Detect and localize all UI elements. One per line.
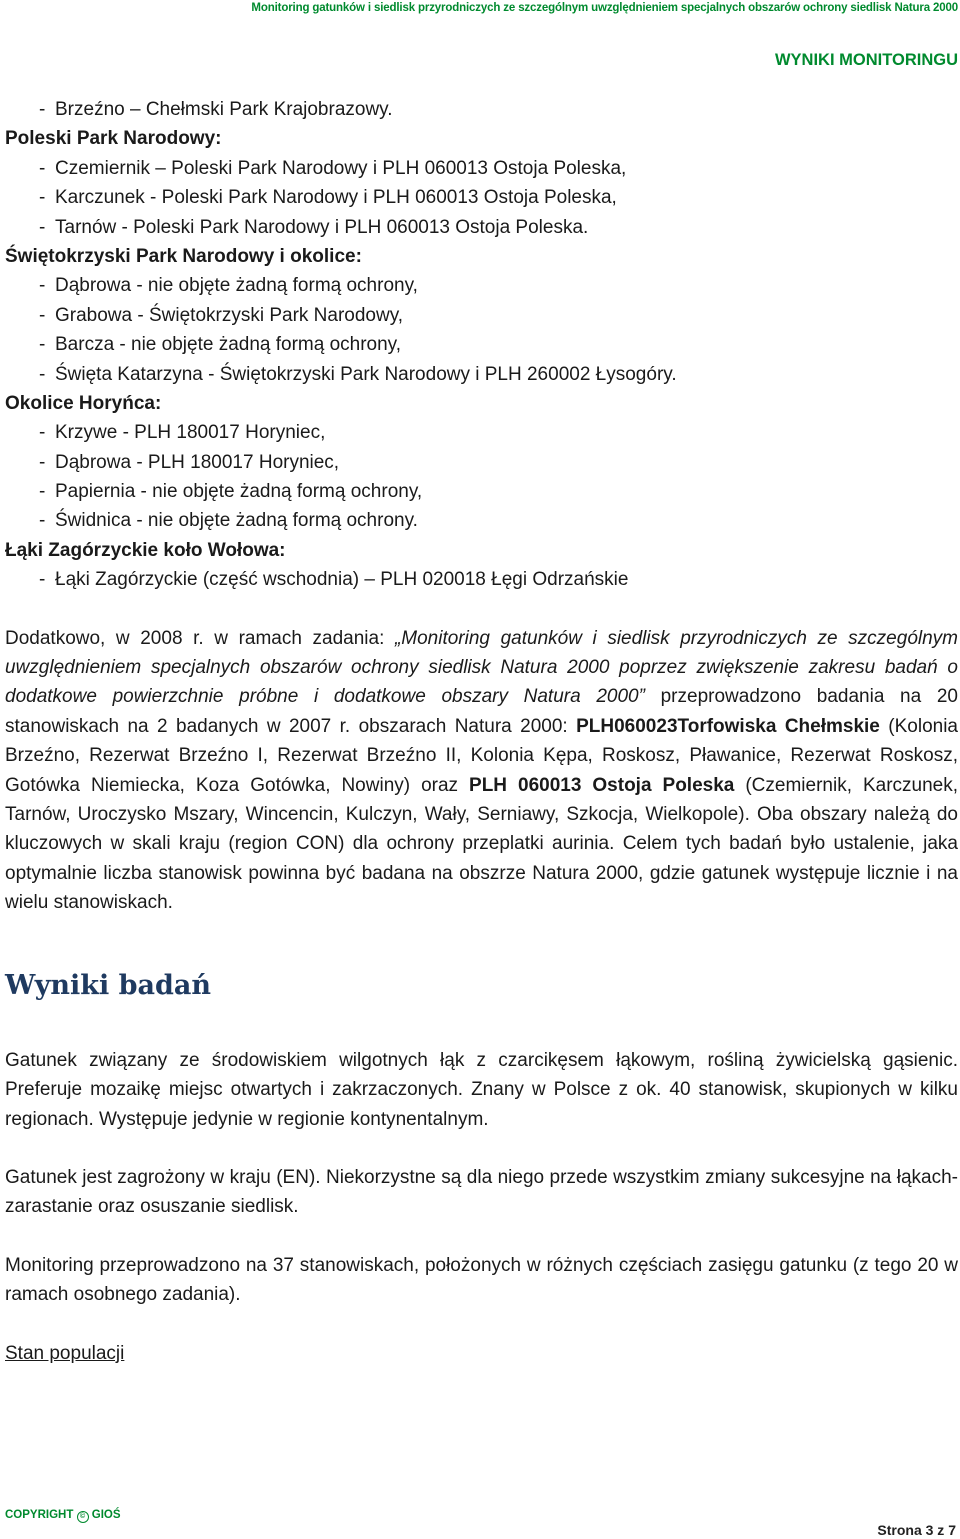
region-heading: Poleski Park Narodowy: [5, 128, 222, 150]
location-text: Dąbrowa - PLH 180017 Horyniec, [55, 451, 340, 473]
location-item [5, 183, 958, 212]
bullet-dash: - [39, 304, 46, 326]
spacer [5, 595, 958, 624]
section-label: WYNIKI MONITORINGU [774, 51, 958, 69]
bullet-dash: - [39, 481, 46, 503]
page-number: Strona 3 z 7 [877, 1522, 956, 1538]
population-status-heading: Stan populacji [5, 1342, 125, 1364]
bullet-dash: - [39, 569, 46, 591]
location-list [5, 95, 958, 595]
location-text: Krzywe - PLH 180017 Horyniec, [55, 422, 326, 444]
results-paragraph: Monitoring przeprowadzono na 37 stanowiskach, położonych w różnych częściach zasięgu gatunku (z tego 20 w ramach osobnego zadania). [5, 1254, 958, 1306]
location-text: Karczunek - Poleski Park Narodowy i PLH 060013 Ostoja Poleska, [55, 187, 617, 209]
region-heading: Łąki Zagórzyckie koło Wołowa: [5, 539, 286, 561]
location-text: Barcza - nie objęte żadną formą ochrony, [55, 334, 402, 356]
bullet-dash: - [39, 422, 46, 444]
location-item [5, 95, 958, 124]
results-paragraph: Gatunek związany ze środowiskiem wilgotnych łąk z czarcikęsem łąkowym, rośliną żywicielską gąsienic. Preferuje mozaikę miejsc otwartych i zakrzaczonych. Znany w Polsce z ok. 40 stanowisk, skupionych w kilku regionach. Występuje jedynie w regionie kontynentalnym. [5, 1049, 958, 1130]
location-text: Łąki Zagórzyckie (część wschodnia) – PLH 020018 Łęgi Odrzańskie [55, 569, 629, 591]
location-item [5, 477, 958, 506]
bullet-dash: - [39, 510, 46, 532]
task-title: „Monitoring gatunków i siedlisk przyrodniczych ze szczególnym uwzględnieniem specjalnych obszarów ochrony siedlisk Natura 2000 poprzez zwiększenie zakresu badań o dodatkowe powierzchnie próbne i dodatkowe obszary Natura 2000” [5, 627, 958, 708]
document-body [5, 95, 958, 1368]
results-paragraph: Gatunek jest zagrożony w kraju (EN). Niekorzystne są dla niego przede wszystkim zmiany sukcesyjne na łąkach- zarastanie oraz osuszanie siedlisk. [5, 1166, 958, 1218]
location-text: Czemiernik – Poleski Park Narodowy i PLH 060013 Ostoja Poleska, [55, 157, 627, 179]
location-item [5, 213, 958, 242]
copyright-owner: GIOŚ [91, 1509, 121, 1521]
para-text: przeprowadzono badania na 20 stanowiskach na 2 badanych w 2007 r. obszarach Natura 2000: [5, 686, 958, 737]
location-item [5, 506, 958, 535]
location-text: Papiernia - nie objęte żadną formą ochrony, [55, 481, 423, 503]
location-text: Świdnica - nie objęte żadną formą ochrony. [55, 510, 418, 532]
location-item [5, 154, 958, 183]
bullet-dash: - [39, 275, 46, 297]
location-text: Tarnów - Poleski Park Narodowy i PLH 060013 Ostoja Poleska. [55, 216, 589, 238]
location-item [5, 301, 958, 330]
location-text: Brzeźno – Chełmski Park Krajobrazowy. [55, 99, 393, 120]
location-text: Dąbrowa - nie objęte żadną formą ochrony, [55, 275, 418, 297]
site-code: PLH060023Torfowiska Chełmskie [576, 715, 880, 737]
copyright-footer [5, 1509, 121, 1523]
copyright-icon: © [77, 1511, 89, 1523]
site-code: PLH 060013 Ostoja Poleska [469, 774, 735, 796]
bullet-dash: - [39, 216, 46, 238]
bullet-dash: - [39, 99, 46, 120]
location-item [5, 448, 958, 477]
para-text: Dodatkowo, w 2008 r. w ramach zadania: [5, 627, 395, 649]
location-text: Święta Katarzyna - Świętokrzyski Park Narodowy i PLH 260002 Łysogóry. [55, 363, 677, 385]
bullet-dash: - [39, 334, 46, 356]
additional-study-paragraph [5, 624, 958, 918]
para-text: (Czemiernik, Karczunek, Tarnów, Uroczysko Mszary, Wincencin, Kulczyn, Wały, Serniawy, Szkocja, Wielkopole). Oba obszary należą do kluczowych w skali kraju (region CON) dla ochrony przeplatki aurinia. Celem tych badań było ustalenie, jaka optymalnie liczba stanowisk powinna być badana na obszrze Natura 2000, gdzie gatunek występuje licznie i na wielu stanowiskach. [5, 774, 959, 914]
location-item [5, 360, 958, 389]
results-heading: Wyniki badań [5, 969, 212, 1001]
location-text: Grabowa - Świętokrzyski Park Narodowy, [55, 304, 404, 326]
para-text: (Kolonia Brzeźno, Rezerwat Brzeźno I, Rezerwat Brzeźno II, Kolonia Kępa, Roskosz, Pławanice, Rezerwat Roskosz, Gotówka Niemiecka, Koza Gotówka, Nowiny) oraz [5, 715, 959, 796]
region-heading: Okolice Horyńca: [5, 392, 162, 414]
bullet-dash: - [39, 157, 46, 179]
location-item [5, 418, 958, 447]
copyright-label: COPYRIGHT [5, 1509, 74, 1521]
location-item [5, 330, 958, 359]
running-header-title: Monitoring gatunków i siedlisk przyrodniczych ze szczególnym uwzględnieniem specjalnych obszarów ochrony siedlisk Natura 2000 [251, 2, 958, 14]
bullet-dash: - [39, 187, 46, 209]
bullet-dash: - [39, 363, 46, 385]
location-item [5, 565, 958, 594]
region-heading: Świętokrzyski Park Narodowy i okolice: [5, 245, 362, 267]
bullet-dash: - [39, 451, 46, 473]
location-item [5, 271, 958, 300]
